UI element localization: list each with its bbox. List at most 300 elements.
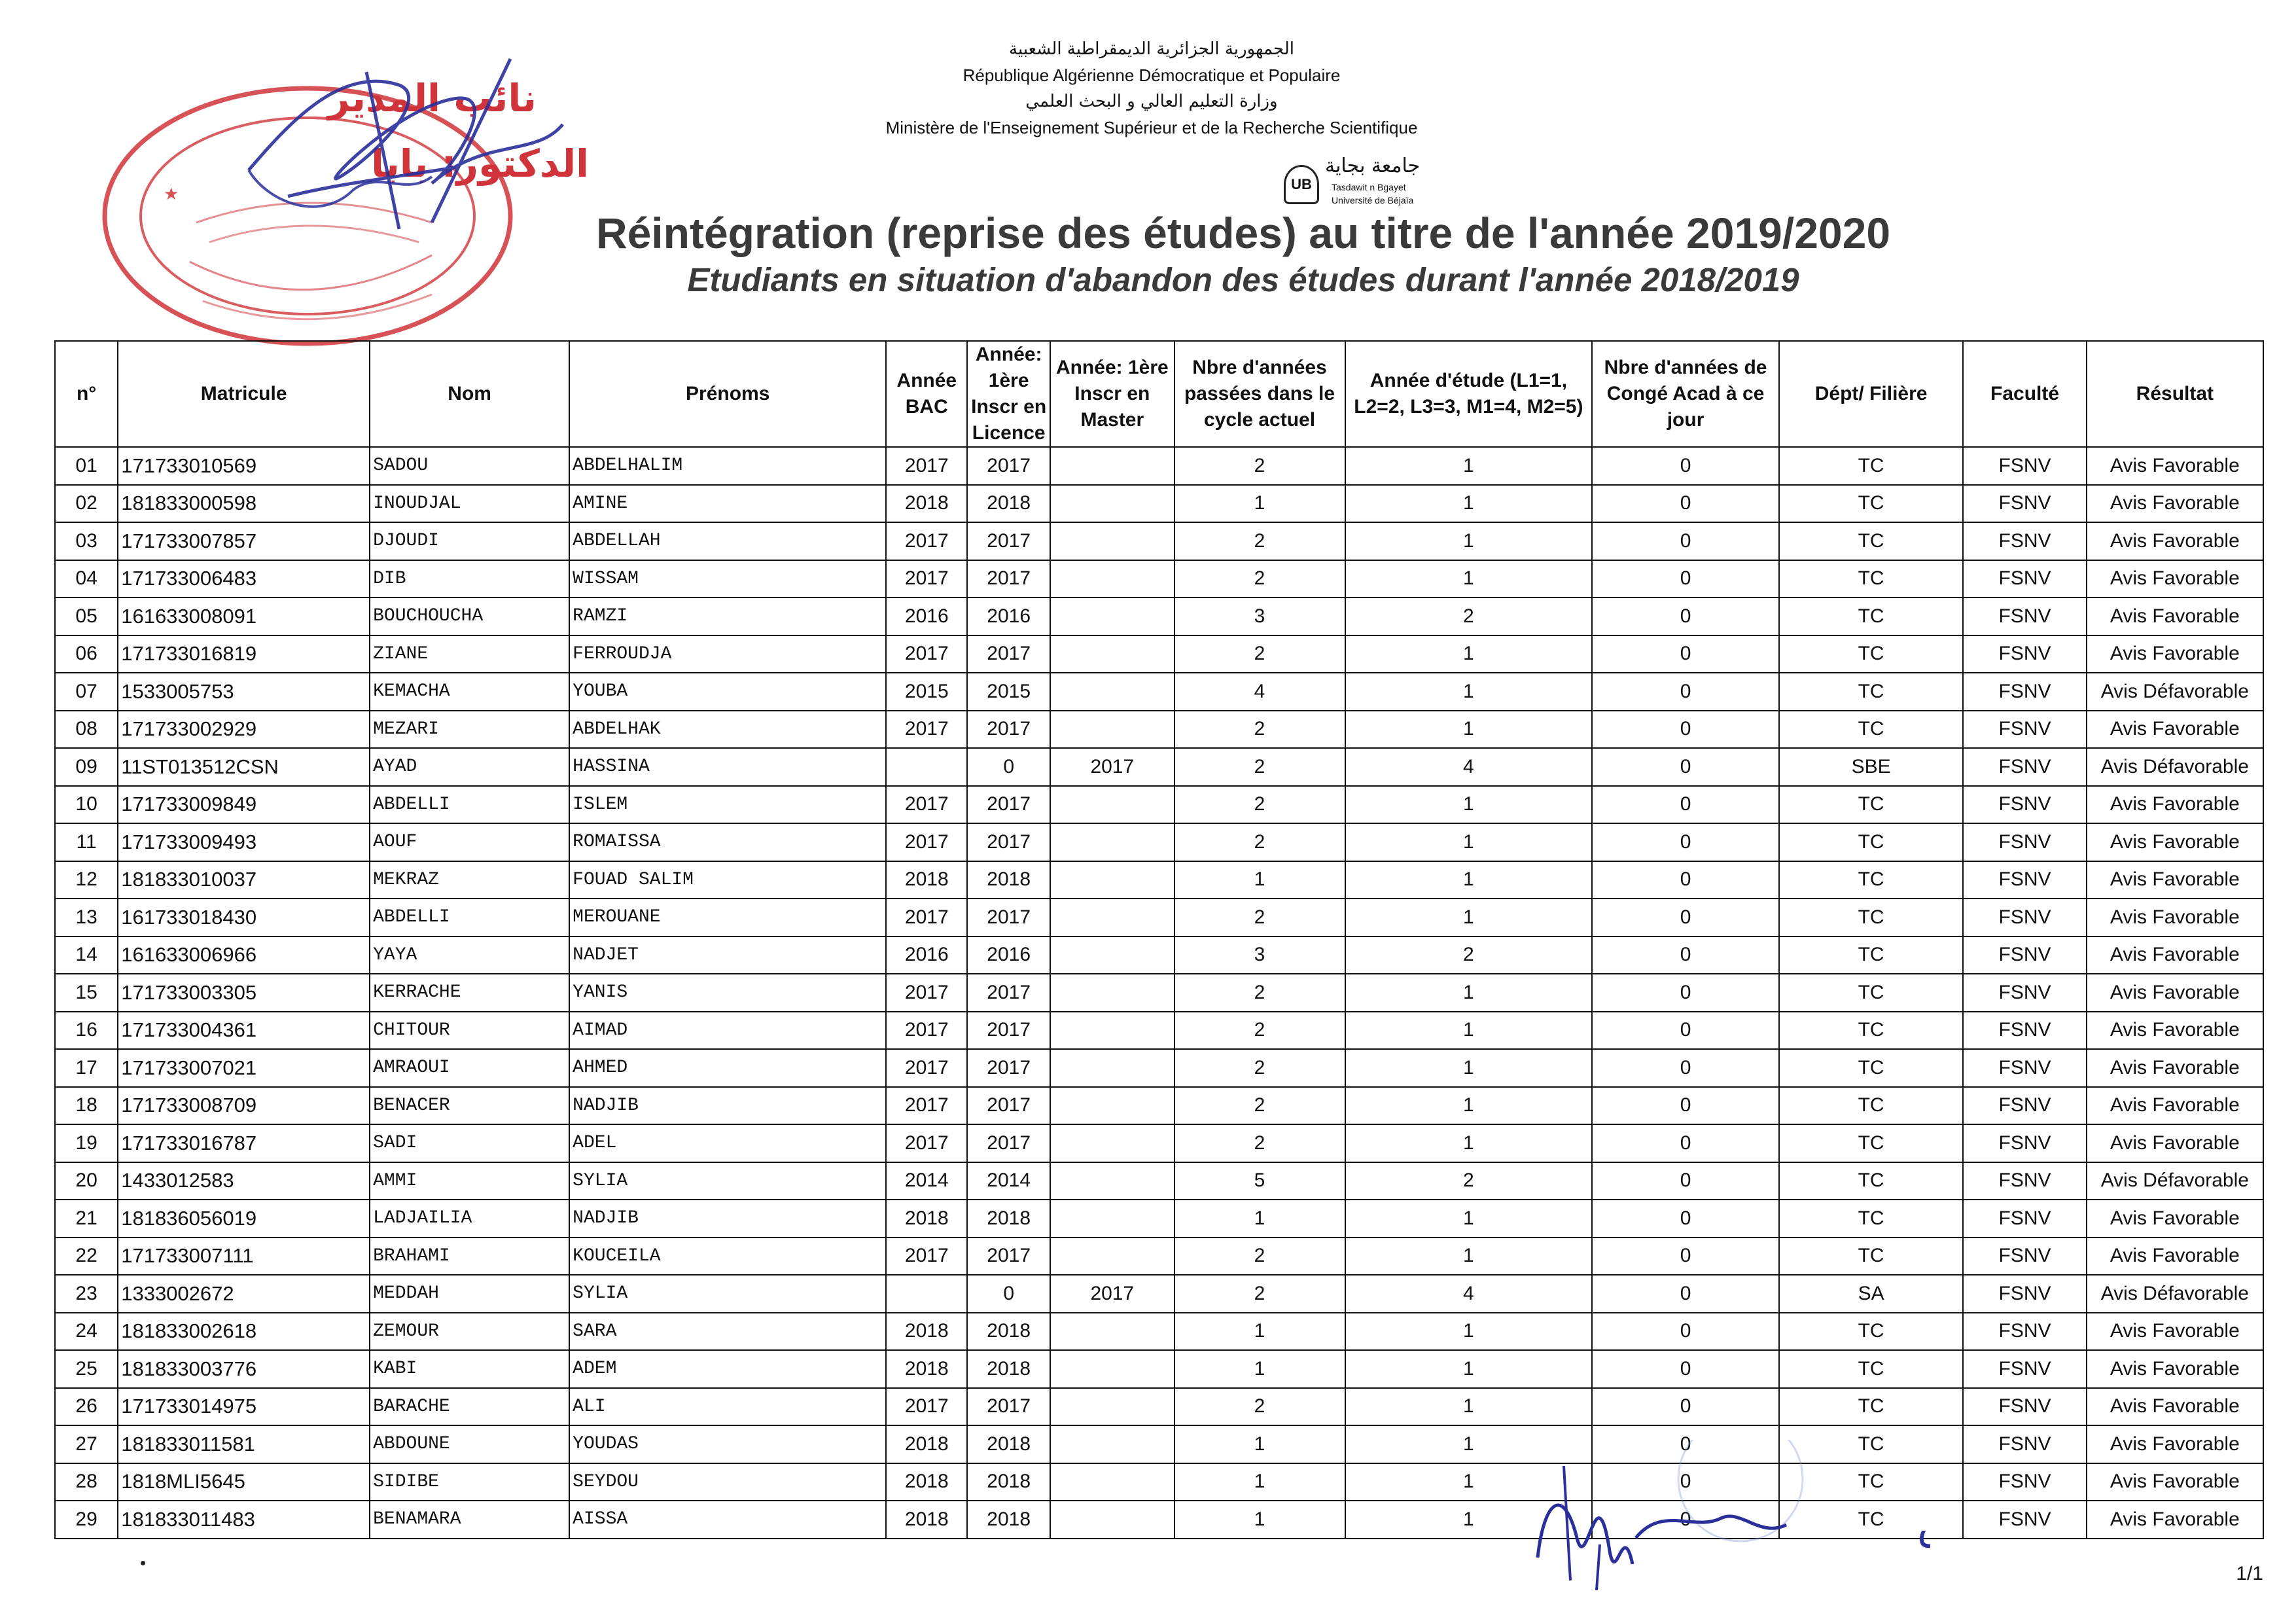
cell-inscr-master	[1050, 1425, 1174, 1463]
cell-n: 07	[55, 673, 118, 711]
cell-annee-etude: 1	[1345, 861, 1593, 899]
cell-prenoms: FERROUDJA	[569, 635, 886, 673]
cell-n: 10	[55, 786, 118, 824]
cell-annee-bac: 2017	[886, 823, 967, 861]
cell-conge: 0	[1592, 1350, 1779, 1388]
cell-inscr-master	[1050, 1012, 1174, 1050]
table-row	[55, 748, 2263, 786]
cell-inscr-licence: 2018	[967, 1501, 1050, 1539]
cell-prenoms: MEROUANE	[569, 899, 886, 936]
cell-faculte: FSNV	[1963, 1162, 2086, 1200]
cell-resultat: Avis Favorable	[2087, 1313, 2263, 1351]
cell-faculte: FSNV	[1963, 786, 2086, 824]
cell-prenoms: FOUAD SALIM	[569, 861, 886, 899]
cell-faculte: FSNV	[1963, 748, 2086, 786]
cell-faculte: FSNV	[1963, 1238, 2086, 1275]
cell-nbre-annees: 2	[1174, 1012, 1345, 1050]
cell-dept: TC	[1779, 447, 1964, 485]
cell-inscr-master	[1050, 522, 1174, 560]
document-title: Réintégration (reprise des études) au titre de l'année 2019/2020	[595, 209, 1891, 257]
cell-inscr-master	[1050, 1200, 1174, 1238]
cell-n: 15	[55, 974, 118, 1012]
cell-faculte: FSNV	[1963, 1425, 2086, 1463]
cell-inscr-licence: 2018	[967, 1200, 1050, 1238]
cell-inscr-licence: 2017	[967, 447, 1050, 485]
cell-matricule: 171733007111	[118, 1238, 370, 1275]
cell-dept: TC	[1779, 522, 1964, 560]
cell-inscr-master	[1050, 1124, 1174, 1162]
cell-faculte: FSNV	[1963, 1350, 2086, 1388]
cell-inscr-master	[1050, 597, 1174, 635]
cell-nbre-annees: 2	[1174, 748, 1345, 786]
cell-resultat: Avis Favorable	[2087, 1388, 2263, 1426]
stray-dot	[141, 1561, 145, 1565]
cell-prenoms: HASSINA	[569, 748, 886, 786]
cell-nom: BOUCHOUCHA	[370, 597, 569, 635]
cell-nbre-annees: 2	[1174, 1275, 1345, 1313]
cell-n: 21	[55, 1200, 118, 1238]
cell-faculte: FSNV	[1963, 560, 2086, 598]
cell-conge: 0	[1592, 748, 1779, 786]
cell-dept: TC	[1779, 899, 1964, 936]
cell-faculte: FSNV	[1963, 447, 2086, 485]
cell-n: 13	[55, 899, 118, 936]
cell-n: 11	[55, 823, 118, 861]
cell-faculte: FSNV	[1963, 974, 2086, 1012]
cell-nom: YAYA	[370, 936, 569, 974]
cell-prenoms: WISSAM	[569, 560, 886, 598]
cell-nom: AOUF	[370, 823, 569, 861]
cell-annee-bac: 2017	[886, 899, 967, 936]
cell-inscr-master	[1050, 1162, 1174, 1200]
cell-n: 01	[55, 447, 118, 485]
cell-inscr-licence: 2018	[967, 1425, 1050, 1463]
cell-dept: TC	[1779, 1087, 1964, 1125]
cell-prenoms: ALI	[569, 1388, 886, 1426]
cell-resultat: Avis Défavorable	[2087, 1275, 2263, 1313]
cell-matricule: 181833003776	[118, 1350, 370, 1388]
cell-annee-etude: 1	[1345, 1087, 1593, 1125]
cell-nom: ZEMOUR	[370, 1313, 569, 1351]
cell-inscr-master	[1050, 936, 1174, 974]
cell-dept: TC	[1779, 1162, 1964, 1200]
cell-annee-bac: 2018	[886, 1200, 967, 1238]
cell-annee-bac: 2017	[886, 1388, 967, 1426]
col-header-faculte: Faculté	[1963, 341, 2086, 447]
cell-inscr-licence: 2017	[967, 635, 1050, 673]
table-row	[55, 522, 2263, 560]
cell-annee-bac: 2016	[886, 936, 967, 974]
cell-nbre-annees: 5	[1174, 1162, 1345, 1200]
stamp-title-text: نائب المدير	[328, 76, 537, 120]
table-row	[55, 711, 2263, 749]
cell-faculte: FSNV	[1963, 1388, 2086, 1426]
cell-n: 05	[55, 597, 118, 635]
cell-nom: MEZARI	[370, 711, 569, 749]
table-row	[55, 1463, 2263, 1501]
cell-dept: TC	[1779, 711, 1964, 749]
cell-nbre-annees: 3	[1174, 936, 1345, 974]
cell-annee-etude: 2	[1345, 597, 1593, 635]
table-row	[55, 1275, 2263, 1313]
cell-annee-etude: 1	[1345, 1238, 1593, 1275]
table-header-row	[55, 341, 2263, 447]
cell-dept: TC	[1779, 597, 1964, 635]
cell-conge: 0	[1592, 1275, 1779, 1313]
cell-annee-bac: 2018	[886, 1350, 967, 1388]
cell-matricule: 181833011483	[118, 1501, 370, 1539]
cell-dept: TC	[1779, 936, 1964, 974]
university-name-french: Université de Béjaïa	[1332, 195, 1414, 205]
cell-n: 23	[55, 1275, 118, 1313]
cell-nbre-annees: 2	[1174, 447, 1345, 485]
cell-faculte: FSNV	[1963, 1200, 2086, 1238]
cell-nom: DIB	[370, 560, 569, 598]
cell-prenoms: AHMED	[569, 1049, 886, 1087]
cell-annee-bac: 2017	[886, 635, 967, 673]
cell-nom: CHITOUR	[370, 1012, 569, 1050]
cell-nom: ABDOUNE	[370, 1425, 569, 1463]
republic-french: République Algérienne Démocratique et Populaire	[963, 65, 1341, 85]
cell-inscr-master	[1050, 1501, 1174, 1539]
cell-resultat: Avis Favorable	[2087, 936, 2263, 974]
cell-nom: MEKRAZ	[370, 861, 569, 899]
cell-conge: 0	[1592, 823, 1779, 861]
cell-conge: 0	[1592, 1162, 1779, 1200]
cell-annee-etude: 1	[1345, 485, 1593, 523]
cell-annee-etude: 1	[1345, 899, 1593, 936]
cell-prenoms: YOUDAS	[569, 1425, 886, 1463]
cell-prenoms: YANIS	[569, 974, 886, 1012]
cell-annee-bac: 2017	[886, 786, 967, 824]
table-row	[55, 1501, 2263, 1539]
cell-nbre-annees: 1	[1174, 1425, 1345, 1463]
cell-inscr-licence: 2017	[967, 1124, 1050, 1162]
cell-prenoms: SYLIA	[569, 1162, 886, 1200]
col-header-annee-etude: Année d'étude (L1=1, L2=2, L3=3, M1=4, M2=5)	[1345, 341, 1593, 447]
ministry-arabic: وزارة التعليم العالي و البحث العلمي	[1025, 92, 1278, 111]
table-row	[55, 1238, 2263, 1275]
col-header-annee-bac: Année BAC	[886, 341, 967, 447]
cell-prenoms: SYLIA	[569, 1275, 886, 1313]
cell-nbre-annees: 2	[1174, 899, 1345, 936]
cell-nom: LADJAILIA	[370, 1200, 569, 1238]
cell-dept: TC	[1779, 1313, 1964, 1351]
col-header-inscr-licence: Année: 1ère Inscr en Licence	[967, 341, 1050, 447]
cell-inscr-master	[1050, 1463, 1174, 1501]
cell-inscr-master	[1050, 560, 1174, 598]
col-header-dept: Dépt/ Filière	[1779, 341, 1964, 447]
university-name-arabic: جامعة بجاية	[1325, 154, 1421, 177]
cell-conge: 0	[1592, 1200, 1779, 1238]
cell-conge: 0	[1592, 711, 1779, 749]
university-emblem-icon: UB	[1284, 165, 1319, 204]
cell-inscr-master	[1050, 1087, 1174, 1125]
cell-inscr-licence: 0	[967, 1275, 1050, 1313]
cell-nom: SADOU	[370, 447, 569, 485]
table-row	[55, 597, 2263, 635]
ministry-french: Ministère de l'Enseignement Supérieur et de la Recherche Scientifique	[885, 118, 1418, 137]
cell-resultat: Avis Favorable	[2087, 1463, 2263, 1501]
cell-faculte: FSNV	[1963, 635, 2086, 673]
cell-nom: AMRAOUI	[370, 1049, 569, 1087]
cell-conge: 0	[1592, 635, 1779, 673]
cell-annee-etude: 1	[1345, 823, 1593, 861]
cell-inscr-licence: 2018	[967, 1463, 1050, 1501]
cell-conge: 0	[1592, 899, 1779, 936]
cell-resultat: Avis Favorable	[2087, 1012, 2263, 1050]
table-row	[55, 1425, 2263, 1463]
signature	[1525, 1440, 1930, 1590]
cell-annee-bac: 2017	[886, 1124, 967, 1162]
table-row	[55, 823, 2263, 861]
cell-faculte: FSNV	[1963, 673, 2086, 711]
cell-inscr-master: 2017	[1050, 1275, 1174, 1313]
cell-n: 12	[55, 861, 118, 899]
cell-nom: ZIANE	[370, 635, 569, 673]
cell-matricule: 1333002672	[118, 1275, 370, 1313]
cell-prenoms: AISSA	[569, 1501, 886, 1539]
cell-inscr-master	[1050, 635, 1174, 673]
cell-faculte: FSNV	[1963, 485, 2086, 523]
cell-nom: KEMACHA	[370, 673, 569, 711]
cell-faculte: FSNV	[1963, 1275, 2086, 1313]
table-row	[55, 673, 2263, 711]
cell-annee-bac: 2015	[886, 673, 967, 711]
cell-nom: BARACHE	[370, 1388, 569, 1426]
cell-n: 18	[55, 1087, 118, 1125]
students-table	[54, 340, 2264, 1539]
cell-matricule: 1433012583	[118, 1162, 370, 1200]
cell-inscr-master	[1050, 711, 1174, 749]
cell-nbre-annees: 1	[1174, 1501, 1345, 1539]
cell-matricule: 161633006966	[118, 936, 370, 974]
cell-nbre-annees: 1	[1174, 485, 1345, 523]
cell-nbre-annees: 2	[1174, 1388, 1345, 1426]
cell-inscr-licence: 2017	[967, 711, 1050, 749]
col-header-n: n°	[55, 341, 118, 447]
table-row	[55, 1124, 2263, 1162]
cell-inscr-master	[1050, 1049, 1174, 1087]
cell-annee-bac: 2017	[886, 1087, 967, 1125]
cell-n: 22	[55, 1238, 118, 1275]
cell-inscr-licence: 2017	[967, 823, 1050, 861]
cell-dept: TC	[1779, 1238, 1964, 1275]
cell-nbre-annees: 1	[1174, 1463, 1345, 1501]
cell-resultat: Avis Favorable	[2087, 786, 2263, 824]
stamp-name-text: الدكتور: بابا	[371, 141, 589, 186]
cell-dept: TC	[1779, 1350, 1964, 1388]
cell-faculte: FSNV	[1963, 1463, 2086, 1501]
cell-matricule: 171733016819	[118, 635, 370, 673]
cell-matricule: 171733002929	[118, 711, 370, 749]
cell-annee-etude: 1	[1345, 711, 1593, 749]
cell-annee-bac	[886, 1275, 967, 1313]
cell-dept: TC	[1779, 1124, 1964, 1162]
table-row	[55, 1087, 2263, 1125]
cell-inscr-master	[1050, 1350, 1174, 1388]
cell-annee-etude: 1	[1345, 1350, 1593, 1388]
cell-annee-bac: 2017	[886, 711, 967, 749]
cell-inscr-master	[1050, 899, 1174, 936]
cell-prenoms: RAMZI	[569, 597, 886, 635]
table-row	[55, 1388, 2263, 1426]
cell-prenoms: NADJET	[569, 936, 886, 974]
cell-conge: 0	[1592, 786, 1779, 824]
cell-n: 26	[55, 1388, 118, 1426]
cell-dept: TC	[1779, 1200, 1964, 1238]
cell-n: 17	[55, 1049, 118, 1087]
cell-resultat: Avis Favorable	[2087, 1238, 2263, 1275]
cell-annee-etude: 1	[1345, 1012, 1593, 1050]
cell-n: 09	[55, 748, 118, 786]
table-row	[55, 1049, 2263, 1087]
cell-conge: 0	[1592, 1425, 1779, 1463]
cell-dept: TC	[1779, 786, 1964, 824]
cell-matricule: 161633008091	[118, 597, 370, 635]
cell-resultat: Avis Favorable	[2087, 861, 2263, 899]
cell-inscr-licence: 0	[967, 748, 1050, 786]
cell-n: 27	[55, 1425, 118, 1463]
cell-prenoms: ABDELHAK	[569, 711, 886, 749]
cell-dept: TC	[1779, 485, 1964, 523]
cell-resultat: Avis Défavorable	[2087, 1162, 2263, 1200]
cell-nbre-annees: 2	[1174, 974, 1345, 1012]
cell-annee-etude: 1	[1345, 635, 1593, 673]
cell-conge: 0	[1592, 1124, 1779, 1162]
cell-dept: TC	[1779, 1501, 1964, 1539]
cell-dept: TC	[1779, 635, 1964, 673]
cell-annee-etude: 1	[1345, 673, 1593, 711]
cell-nom: BENACER	[370, 1087, 569, 1125]
cell-conge: 0	[1592, 1501, 1779, 1539]
cell-annee-bac: 2014	[886, 1162, 967, 1200]
cell-matricule: 171733014975	[118, 1388, 370, 1426]
cell-nom: AMMI	[370, 1162, 569, 1200]
cell-nbre-annees: 1	[1174, 1200, 1345, 1238]
cell-nom: AYAD	[370, 748, 569, 786]
cell-nom: ABDELLI	[370, 786, 569, 824]
cell-inscr-master	[1050, 1313, 1174, 1351]
cell-nbre-annees: 2	[1174, 1124, 1345, 1162]
cell-inscr-licence: 2018	[967, 861, 1050, 899]
col-header-prenoms: Prénoms	[569, 341, 886, 447]
cell-n: 29	[55, 1501, 118, 1539]
cell-conge: 0	[1592, 861, 1779, 899]
cell-nbre-annees: 4	[1174, 673, 1345, 711]
cell-faculte: FSNV	[1963, 522, 2086, 560]
cell-n: 04	[55, 560, 118, 598]
cell-inscr-master	[1050, 673, 1174, 711]
cell-matricule: 1818MLI5645	[118, 1463, 370, 1501]
cell-n: 02	[55, 485, 118, 523]
cell-prenoms: ABDELHALIM	[569, 447, 886, 485]
cell-matricule: 171733016787	[118, 1124, 370, 1162]
cell-inscr-licence: 2017	[967, 1049, 1050, 1087]
cell-conge: 0	[1592, 1049, 1779, 1087]
cell-n: 20	[55, 1162, 118, 1200]
cell-faculte: FSNV	[1963, 1049, 2086, 1087]
cell-resultat: Avis Favorable	[2087, 711, 2263, 749]
cell-conge: 0	[1592, 1388, 1779, 1426]
cell-resultat: Avis Favorable	[2087, 560, 2263, 598]
cell-resultat: Avis Favorable	[2087, 1425, 2263, 1463]
cell-nbre-annees: 2	[1174, 522, 1345, 560]
cell-conge: 0	[1592, 673, 1779, 711]
cell-conge: 0	[1592, 447, 1779, 485]
cell-n: 24	[55, 1313, 118, 1351]
cell-annee-bac: 2018	[886, 1463, 967, 1501]
cell-inscr-master	[1050, 485, 1174, 523]
cell-prenoms: SEYDOU	[569, 1463, 886, 1501]
cell-annee-etude: 1	[1345, 1463, 1593, 1501]
table-row	[55, 1200, 2263, 1238]
cell-inscr-licence: 2015	[967, 673, 1050, 711]
cell-matricule: 171733009849	[118, 786, 370, 824]
cell-nom: ABDELLI	[370, 899, 569, 936]
cell-matricule: 171733003305	[118, 974, 370, 1012]
cell-faculte: FSNV	[1963, 936, 2086, 974]
cell-conge: 0	[1592, 974, 1779, 1012]
signature-graphic	[1525, 1440, 1930, 1590]
cell-dept: TC	[1779, 1425, 1964, 1463]
cell-prenoms: AMINE	[569, 485, 886, 523]
cell-annee-bac: 2017	[886, 1049, 967, 1087]
cell-annee-etude: 1	[1345, 560, 1593, 598]
republic-arabic: الجمهورية الجزائرية الديمقراطية الشعبية	[1009, 39, 1294, 59]
cell-dept: SBE	[1779, 748, 1964, 786]
cell-matricule: 181833000598	[118, 485, 370, 523]
cell-resultat: Avis Favorable	[2087, 447, 2263, 485]
cell-conge: 0	[1592, 1463, 1779, 1501]
svg-text:★: ★	[164, 185, 179, 204]
cell-annee-etude: 1	[1345, 1124, 1593, 1162]
cell-inscr-licence: 2018	[967, 1350, 1050, 1388]
cell-n: 06	[55, 635, 118, 673]
cell-prenoms: ADEL	[569, 1124, 886, 1162]
cell-matricule: 171733007021	[118, 1049, 370, 1087]
cell-faculte: FSNV	[1963, 899, 2086, 936]
col-header-matricule: Matricule	[118, 341, 370, 447]
cell-prenoms: ROMAISSA	[569, 823, 886, 861]
col-header-nbre-annees: Nbre d'années passées dans le cycle actuel	[1174, 341, 1345, 447]
signature-name	[1917, 1500, 1930, 1548]
cell-nom: KABI	[370, 1350, 569, 1388]
cell-resultat: Avis Favorable	[2087, 1501, 2263, 1539]
cell-dept: SA	[1779, 1275, 1964, 1313]
university-logo	[1276, 152, 1433, 211]
cell-resultat: Avis Favorable	[2087, 1350, 2263, 1388]
cell-prenoms: NADJIB	[569, 1200, 886, 1238]
cell-matricule: 181833002618	[118, 1313, 370, 1351]
cell-dept: TC	[1779, 1049, 1964, 1087]
table-row	[55, 635, 2263, 673]
cell-annee-bac: 2018	[886, 861, 967, 899]
cell-nbre-annees: 2	[1174, 1049, 1345, 1087]
cell-annee-etude: 2	[1345, 1162, 1593, 1200]
cell-annee-bac: 2018	[886, 485, 967, 523]
cell-prenoms: ADEM	[569, 1350, 886, 1388]
cell-resultat: Avis Favorable	[2087, 899, 2263, 936]
cell-inscr-master	[1050, 447, 1174, 485]
cell-dept: TC	[1779, 861, 1964, 899]
cell-annee-bac: 2018	[886, 1501, 967, 1539]
cell-annee-bac: 2017	[886, 447, 967, 485]
cell-inscr-licence: 2014	[967, 1162, 1050, 1200]
cell-conge: 0	[1592, 1087, 1779, 1125]
cell-nbre-annees: 2	[1174, 560, 1345, 598]
cell-inscr-licence: 2017	[967, 1012, 1050, 1050]
